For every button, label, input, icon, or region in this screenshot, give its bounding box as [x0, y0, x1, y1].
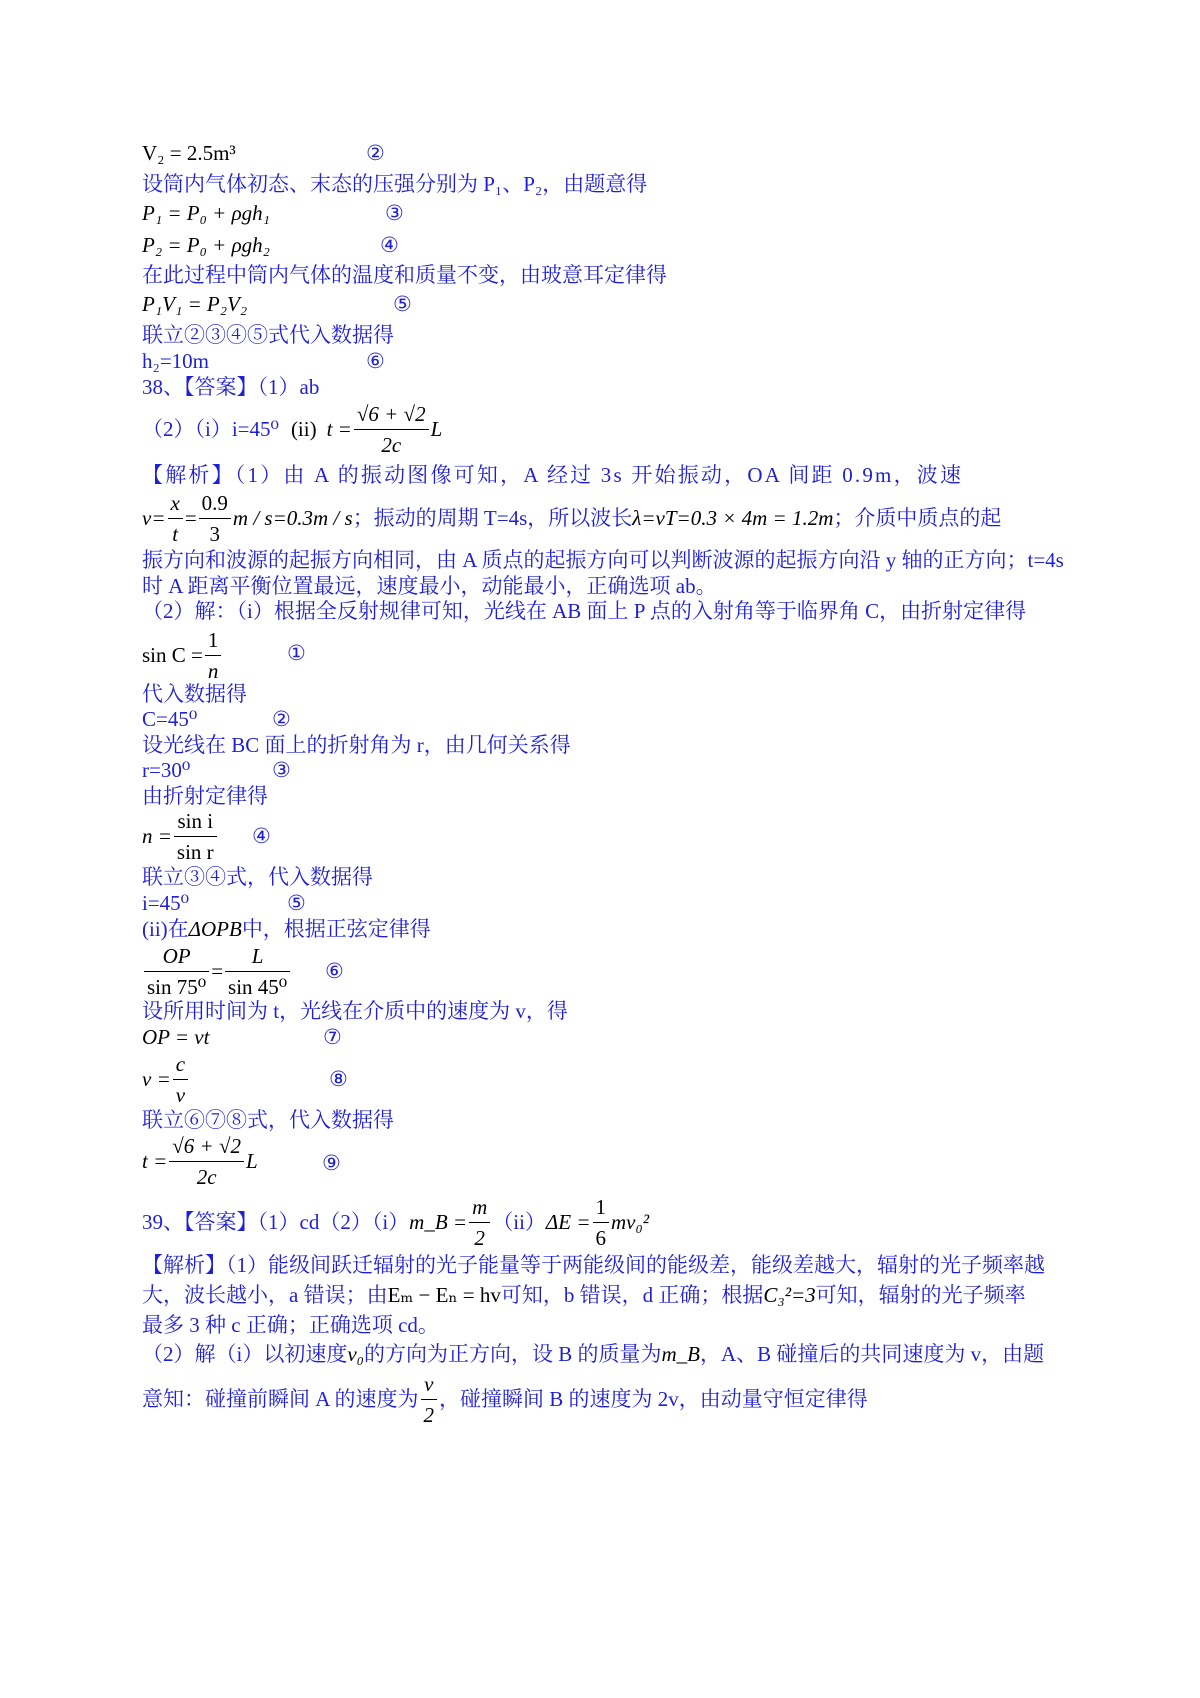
t-eq: t =	[142, 1149, 168, 1173]
sinC-lhs: sin C =	[142, 643, 203, 667]
answer-38-i: （2）（i）i=45⁰	[142, 417, 279, 441]
numerator: OP	[162, 943, 191, 968]
numerator: 1	[207, 627, 219, 652]
eq-sign: =	[184, 506, 197, 530]
fraction-m-2	[469, 1192, 490, 1253]
text-line	[142, 916, 431, 942]
analysis-39-line2	[142, 1282, 1026, 1308]
denominator: 3	[199, 518, 231, 549]
eq-number: ②	[366, 141, 385, 165]
text-part: (ii)在	[142, 917, 189, 941]
fraction-L-sin45	[225, 941, 290, 1002]
text-line: 设光线在 BC 面上的折射角为 r，由几何关系得	[142, 733, 571, 757]
fraction-v-2	[421, 1369, 438, 1430]
result-r: r=30⁰	[142, 758, 191, 782]
text-part: ，碰撞瞬间 B 的速度为 2v，由动量守恒定律得	[439, 1387, 868, 1411]
answer-39-ii-label: （ii）	[492, 1210, 546, 1234]
numerator: m	[472, 1194, 488, 1219]
L-symbol: L	[246, 1149, 258, 1173]
eq-number: ⑤	[393, 292, 412, 316]
denominator: sin 45⁰	[225, 971, 290, 1002]
eq-sign: =	[211, 959, 224, 983]
L-symbol: L	[430, 417, 443, 441]
numerator: √6 + √2	[356, 401, 426, 426]
v-eq: v =	[142, 1067, 171, 1091]
analysis-39-line1: 【解析】（1）能级间跃迁辐射的光子能量等于两能级间的能级差，能级差越大，辐射的光子频率越	[142, 1253, 1045, 1277]
text-line: 设所用时间为 t，光线在介质中的速度为 v，得	[142, 999, 568, 1023]
answer-38-ii-label: (ii)	[290, 417, 317, 441]
text-part: 可知，b 错误，d 正确；根据	[500, 1283, 764, 1307]
numerator: v	[424, 1371, 434, 1396]
denominator: 2	[469, 1222, 490, 1253]
numerator: L	[251, 943, 264, 968]
text-line: 在此过程中筒内气体的温度和质量不变，由玻意耳定律得	[142, 263, 667, 287]
formula-sinC	[142, 625, 223, 685]
analysis-38-line1: 【解析】（1）由 A 的振动图像可知，A 经过 3s 开始振动，OA 间距 0.9m，波速	[142, 463, 964, 487]
text-part: ，A、B 碰撞后的共同速度为 v，由题	[699, 1342, 1045, 1366]
text-line: 由折射定律得	[142, 784, 268, 808]
eq-number: ④	[380, 233, 399, 257]
analysis-38-part2: （2）解：（i）根据全反射规律可知，光线在 AB 面上 P 点的入射角等于临界角 C，由折射定律得	[142, 599, 1027, 623]
mv0-squared: mv₀²	[611, 1210, 650, 1234]
denominator: t	[168, 518, 183, 549]
answer-38-heading: 38、【答案】（1）ab	[142, 375, 320, 399]
result-C: C=45⁰	[142, 707, 198, 731]
result-h2: h₂=10m	[142, 349, 209, 373]
fraction-c-v	[173, 1049, 188, 1110]
text-line: 代入数据得	[142, 682, 247, 706]
fraction-t	[169, 1131, 244, 1192]
answer-39-heading	[142, 1192, 649, 1252]
text-line: 联立③④式，代入数据得	[142, 865, 373, 889]
text-line: 设筒内气体初态、末态的压强分别为 P₁、P₂，由题意得	[142, 172, 648, 196]
eq-number: ⑧	[329, 1067, 348, 1091]
eq-number: ⑤	[287, 891, 306, 915]
fraction-x-t	[168, 488, 183, 549]
numerator: c	[175, 1051, 186, 1076]
answer-38-part2	[142, 400, 442, 458]
fraction-1-n	[205, 625, 222, 686]
analysis-38-line4: 时 A 距离平衡位置最远，速度最小，动能最小，正确选项 ab。	[142, 574, 717, 598]
text-part: 中，根据正弦定律得	[241, 917, 431, 941]
medium-text: ；介质中质点的起	[833, 506, 1002, 530]
eq-number: ③	[272, 758, 291, 782]
denominator: sin 75⁰	[144, 971, 209, 1002]
formula-op-vt: OP = vt	[142, 1025, 210, 1049]
text-line: 联立②③④⑤式代入数据得	[142, 323, 394, 347]
analysis-39-part2-line2	[142, 1368, 868, 1430]
analysis-38-line3: 振方向和波源的起振方向相同，由 A 质点的起振方向可以判断波源的起振方向沿 y 轴的正方向；t=4s	[142, 548, 1064, 572]
numerator: √6 + √2	[172, 1133, 241, 1158]
eq-number: ⑨	[322, 1151, 341, 1175]
eq-number: ②	[272, 707, 291, 731]
fraction-1-6	[593, 1192, 610, 1253]
numerator: x	[170, 490, 180, 515]
text-line: 联立⑥⑦⑧式，代入数据得	[142, 1108, 394, 1132]
formula-boyle: P₁V₁ = P₂V₂	[142, 292, 248, 316]
denominator: n	[205, 655, 222, 686]
formula-sine-law	[142, 940, 292, 1002]
formula-t	[142, 1128, 258, 1194]
denominator: v	[173, 1079, 188, 1110]
text-part: 的方向为正方向，设 B 的质量为	[363, 1342, 662, 1366]
v0-symbol: v₀	[347, 1342, 364, 1366]
mB-eq: m_B =	[409, 1210, 468, 1234]
fraction-op-sin75	[144, 941, 209, 1002]
n-eq: n =	[142, 824, 172, 848]
fraction-t	[354, 399, 429, 460]
eq-number: ⑥	[325, 959, 344, 983]
formula-p1: P₁ = P₀ + ρgh₁	[142, 201, 270, 225]
fraction-sini-sinr	[174, 806, 217, 867]
analysis-39-part2-line1	[142, 1341, 1044, 1367]
denominator: 6	[593, 1222, 610, 1253]
text-part: （2）解（i）以初速度	[142, 1342, 348, 1366]
numerator: 0.9	[201, 490, 228, 515]
energy-formula: Eₘ − Eₙ = hv	[387, 1283, 501, 1307]
t-eq: t =	[326, 417, 352, 441]
period-text: ；振动的周期 T=4s，所以波长	[352, 506, 633, 530]
mB-symbol: m_B	[661, 1342, 700, 1366]
formula-n	[142, 805, 219, 867]
combination-formula: C₃²=3	[763, 1283, 816, 1307]
eq-number: ④	[252, 824, 271, 848]
speed-value: m / s=0.3m / s	[232, 506, 353, 530]
dE-eq: ΔE =	[545, 1210, 591, 1234]
fraction-09-3	[199, 488, 231, 549]
text-part: 可知，辐射的光子频率	[815, 1283, 1026, 1307]
formula-p2: P₂ = P₀ + ρgh₂	[142, 233, 270, 257]
formula-v2: V₂ = 2.5m³	[142, 141, 236, 165]
analysis-38-line2	[142, 488, 1001, 548]
denominator: 2c	[354, 429, 429, 460]
eq-number: ③	[385, 201, 404, 225]
triangle-OPB: ΔOPB	[188, 917, 242, 941]
formula-v	[142, 1048, 190, 1110]
denominator: 2c	[169, 1161, 244, 1192]
answer-39-i: 39、【答案】（1）cd（2）（i）	[142, 1210, 410, 1234]
eq-number: ⑦	[323, 1025, 342, 1049]
v-eq: v=	[142, 506, 166, 530]
numerator: sin i	[177, 808, 214, 833]
result-i: i=45⁰	[142, 891, 190, 915]
text-part: 大，波长越小，a 错误；由	[142, 1283, 388, 1307]
analysis-39-line3: 最多 3 种 c 正确；正确选项 cd。	[142, 1313, 439, 1337]
wavelength-formula: λ=vT=0.3 × 4m = 1.2m	[632, 506, 834, 530]
denominator: sin r	[174, 836, 217, 867]
text-part: 意知：碰撞前瞬间 A 的速度为	[142, 1387, 419, 1411]
denominator: 2	[421, 1399, 438, 1430]
eq-number: ①	[287, 641, 306, 665]
eq-number: ⑥	[366, 349, 385, 373]
numerator: 1	[595, 1194, 606, 1219]
